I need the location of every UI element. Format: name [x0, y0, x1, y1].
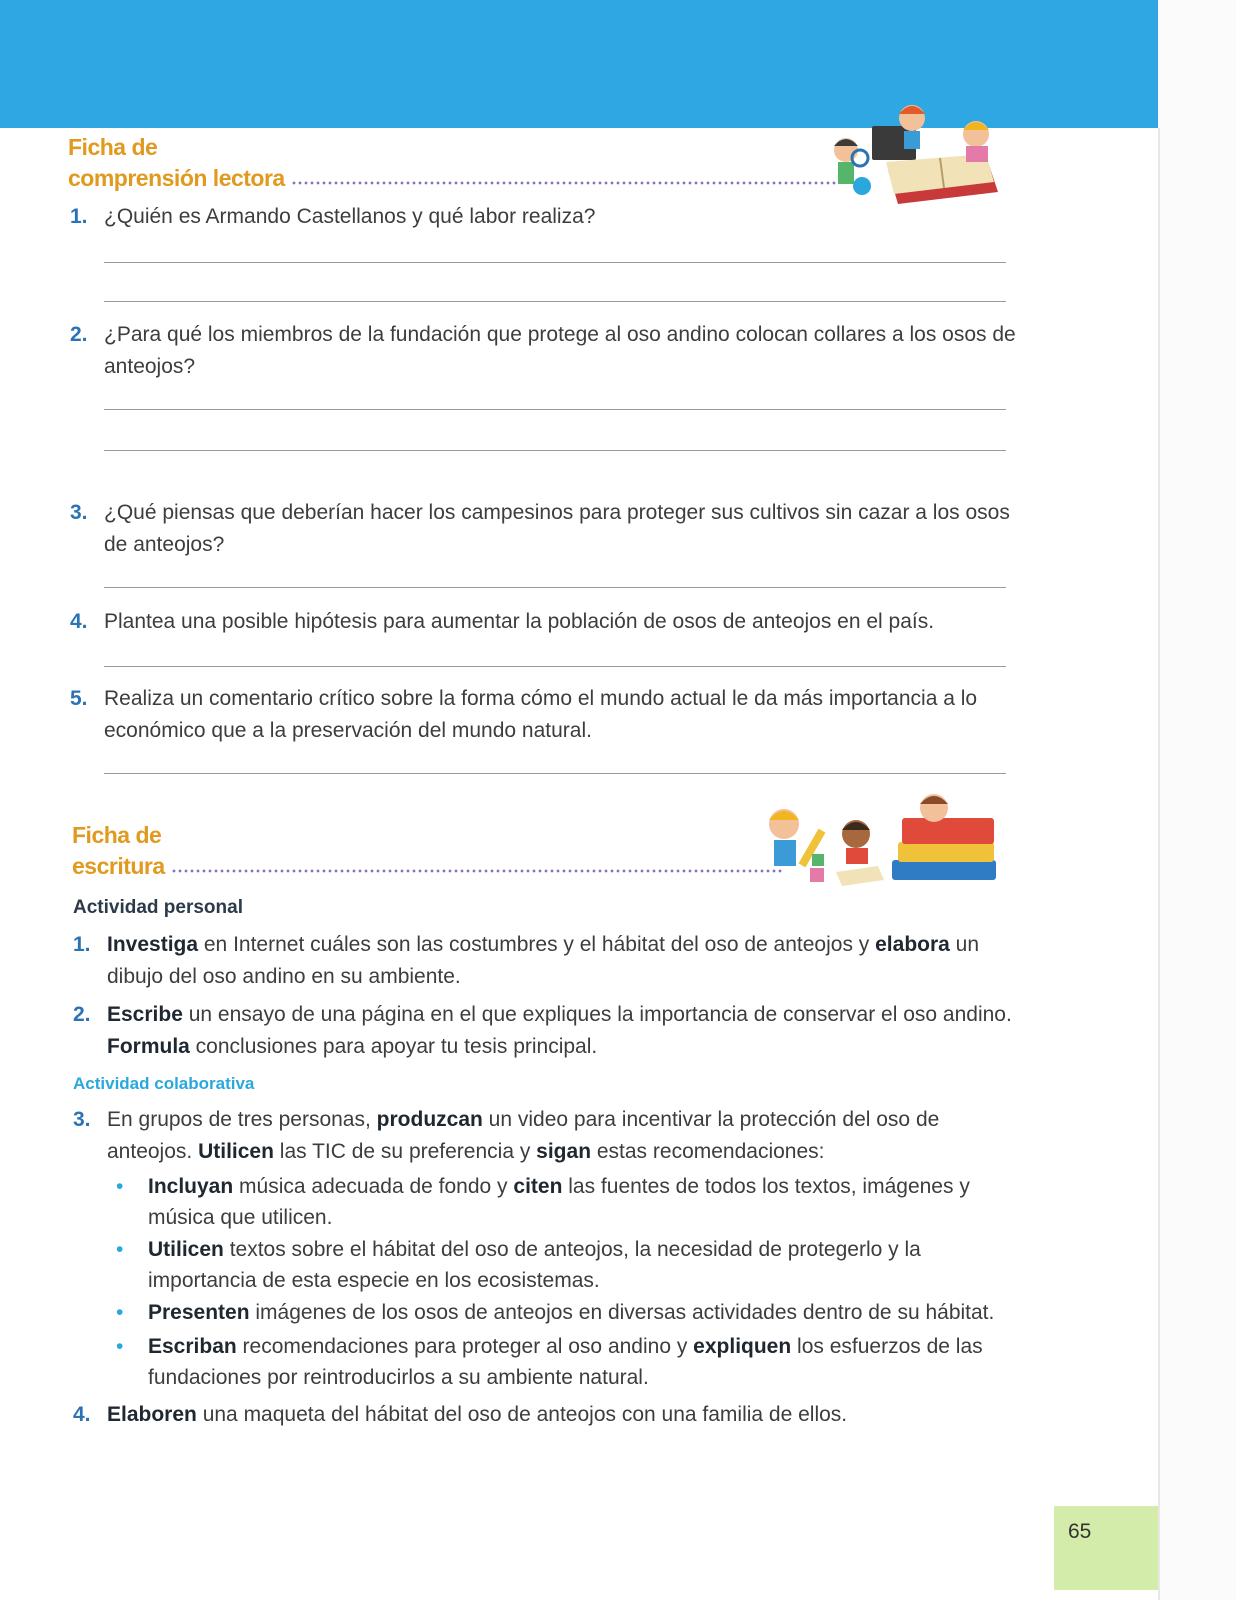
bullet-text: Escriban recomendaciones para proteger al oso andino y expliquen los esfuerzos de las fundaciones por reintroducirlos a su ambiente natural.: [148, 1335, 983, 1389]
writing-title-line1: Ficha de: [72, 822, 162, 848]
dotted-leader: [291, 180, 838, 186]
bullet-text: Utilicen textos sobre el hábitat del oso de anteojos, la necesidad de protegerlo y la importancia de esta especie en los ecosistemas.: [148, 1238, 921, 1292]
question-number: 4.: [70, 610, 88, 633]
children-books-illustration: [752, 790, 1002, 894]
question-number: 2.: [70, 323, 88, 346]
answer-line[interactable]: [104, 450, 1006, 451]
bullet-marker: •: [116, 1175, 124, 1198]
question-number: 1.: [70, 205, 88, 228]
answer-line[interactable]: [104, 773, 1006, 774]
question-number: 3.: [70, 501, 88, 524]
question-text: ¿Qué piensas que deberían hacer los campesinos para proteger sus cultivos sin cazar a los osos de anteojos?: [104, 501, 1010, 556]
answer-line[interactable]: [104, 409, 1006, 410]
personal-activity-heading: Actividad personal: [73, 897, 243, 918]
writing-section-title: [72, 820, 782, 882]
bullet-text: Incluyan música adecuada de fondo y citen las fuentes de todos los textos, imágenes y música que utilicen.: [148, 1175, 970, 1229]
answer-line[interactable]: [104, 666, 1006, 667]
bullet-marker: •: [116, 1301, 124, 1324]
item-text: Elaboren una maqueta del hábitat del oso de anteojos con una familia de ellos.: [107, 1403, 848, 1426]
item-text: En grupos de tres personas, produzcan un video para incentivar la protección del oso de anteojos. Utilicen las TIC de su preferencia y sigan estas recomendaciones:: [107, 1108, 940, 1163]
item-number: 1.: [73, 933, 91, 956]
item-text: Escribe un ensayo de una página en el que expliques la importancia de conservar el oso andino. Formula conclusiones para apoyar tu tesis principal.: [107, 1003, 1012, 1058]
reading-title-line1: Ficha de: [68, 134, 158, 160]
writing-title-line2: escritura: [72, 853, 165, 879]
reading-title-line2: comprensión lectora: [68, 165, 285, 191]
reading-section-title: [68, 132, 838, 194]
answer-line[interactable]: [104, 301, 1006, 302]
question-number: 5.: [70, 687, 88, 710]
answer-line[interactable]: [104, 262, 1006, 263]
children-reading-illustration: [818, 100, 1008, 212]
page-margin: [1158, 0, 1236, 1600]
page-edge: [1158, 128, 1160, 1600]
question-text: Realiza un comentario crítico sobre la forma cómo el mundo actual le da más importancia a lo económico que a la preservación del mundo natural.: [104, 687, 978, 742]
question-text: Plantea una posible hipótesis para aumentar la población de osos de anteojos en el país.: [104, 610, 935, 633]
dotted-leader: [171, 868, 782, 874]
answer-line[interactable]: [104, 587, 1006, 588]
bullet-text: Presenten imágenes de los osos de anteojos en diversas actividades dentro de su hábitat.: [148, 1301, 995, 1324]
bullet-marker: •: [116, 1335, 124, 1358]
page-number: 65: [1068, 1520, 1092, 1543]
item-number: 4.: [73, 1403, 91, 1426]
item-number: 2.: [73, 1003, 91, 1026]
question-text: ¿Para qué los miembros de la fundación que protege al oso andino colocan collares a los osos de anteojos?: [104, 323, 1016, 378]
item-text: Investiga en Internet cuáles son las costumbres y el hábitat del oso de anteojos y elabora un dibujo del oso andino en su ambiente.: [107, 933, 980, 988]
collaborative-activity-heading: Actividad colaborativa: [73, 1074, 255, 1093]
page-number-tab: [1054, 1506, 1158, 1590]
question-text: ¿Quién es Armando Castellanos y qué labor realiza?: [104, 205, 596, 228]
bullet-marker: •: [116, 1238, 124, 1261]
item-number: 3.: [73, 1108, 91, 1131]
